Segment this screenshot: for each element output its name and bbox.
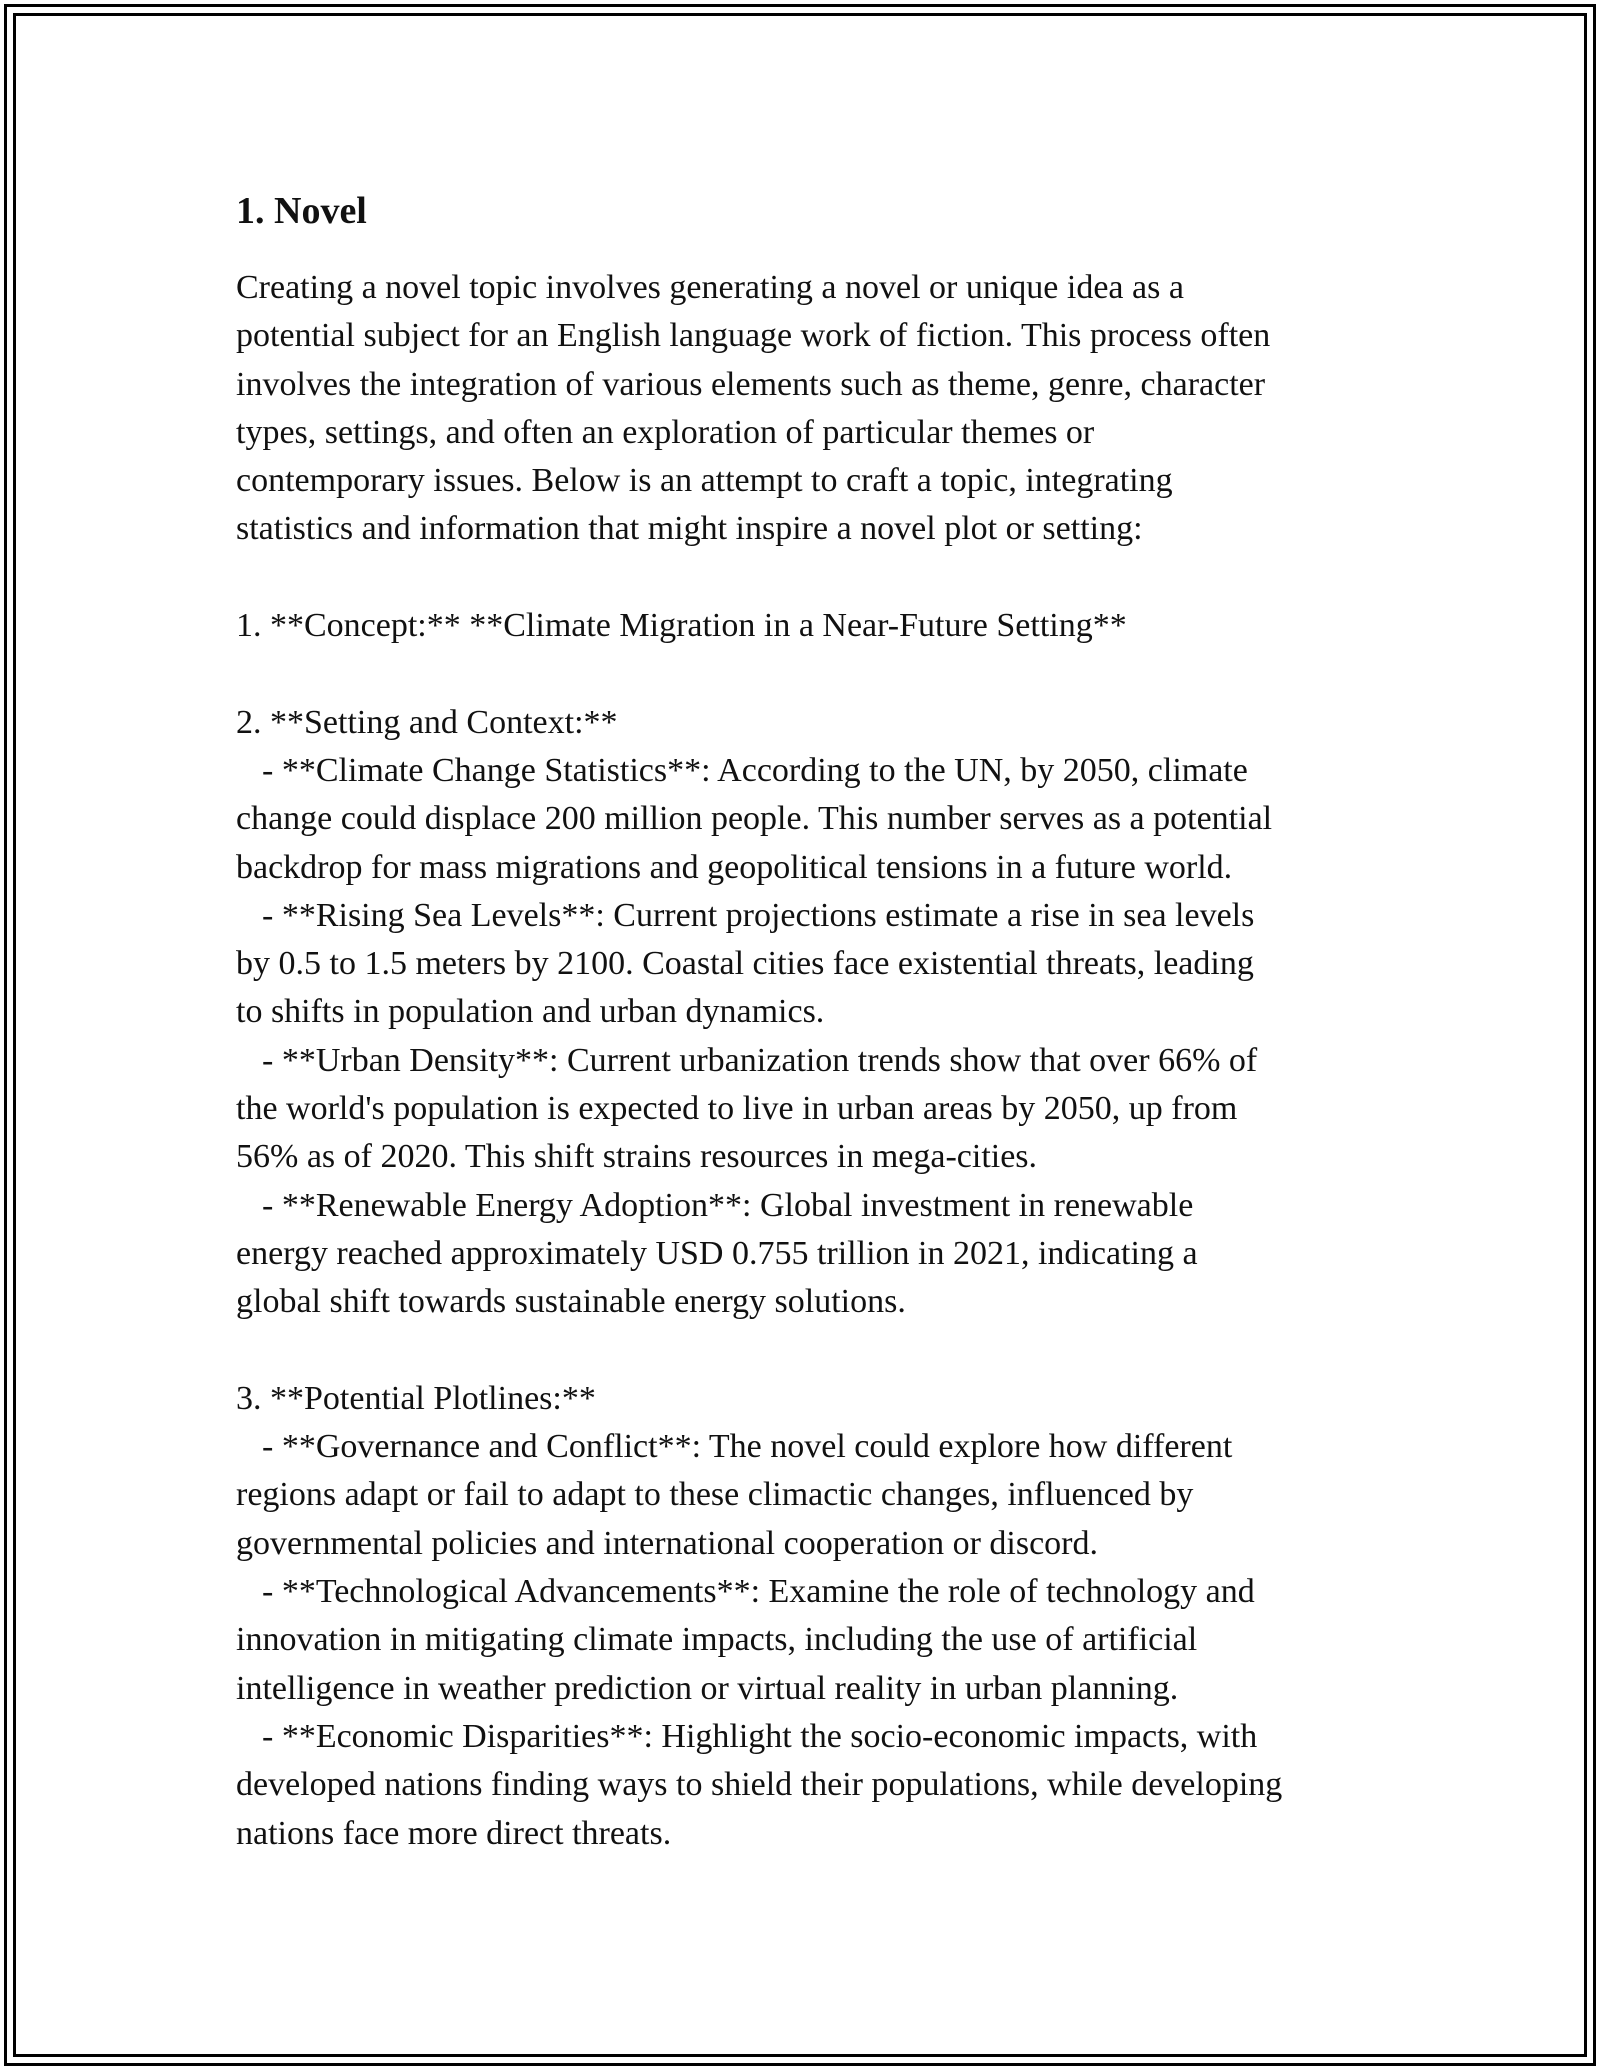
- spacer: [236, 554, 1376, 602]
- bullet-line: backdrop for mass migrations and geopolitical tensions in a future world.: [236, 848, 1233, 886]
- bullet-line: to shifts in population and urban dynamics.: [236, 993, 825, 1031]
- document-body: [236, 186, 1376, 1858]
- section-heading: 3. **Potential Plotlines:**: [236, 1379, 596, 1417]
- setting-section: [236, 699, 1376, 1327]
- page-title: 1. Novel: [236, 190, 367, 232]
- bullet-line: - **Climate Change Statistics**: According to the UN, by 2050, climate: [262, 751, 1248, 789]
- bullet-line: global shift towards sustainable energy solutions.: [236, 1283, 906, 1321]
- spacer: [236, 1327, 1376, 1375]
- spacer: [236, 650, 1376, 698]
- intro-line: potential subject for an English language work of fiction. This process often: [236, 317, 1271, 355]
- intro-line: Creating a novel topic involves generating a novel or unique idea as a: [236, 269, 1184, 306]
- bullet-line: regions adapt or fail to adapt to these climactic changes, influenced by: [236, 1476, 1194, 1514]
- intro-line: statistics and information that might inspire a novel plot or setting:: [236, 510, 1143, 548]
- plotlines-section: [236, 1375, 1376, 1858]
- section-heading: 2. **Setting and Context:**: [236, 703, 618, 741]
- bullet-line: - **Renewable Energy Adoption**: Global investment in renewable: [262, 1186, 1194, 1224]
- intro-line: contemporary issues. Below is an attempt to craft a topic, integrating: [236, 462, 1173, 500]
- bullet-line: the world's population is expected to live in urban areas by 2050, up from: [236, 1090, 1238, 1128]
- bullet-line: innovation in mitigating climate impacts, including the use of artificial: [236, 1621, 1198, 1659]
- intro-line: types, settings, and often an exploration of particular themes or: [236, 413, 1095, 451]
- bullet-line: nations face more direct threats.: [236, 1814, 672, 1852]
- intro-paragraph: [236, 264, 1376, 554]
- bullet-line: developed nations finding ways to shield their populations, while developing: [236, 1766, 1283, 1804]
- bullet-line: change could displace 200 million people. This number serves as a potential: [236, 800, 1273, 838]
- bullet-line: energy reached approximately USD 0.755 trillion in 2021, indicating a: [236, 1234, 1198, 1272]
- concept-item: 1. **Concept:** **Climate Migration in a Near-Future Setting**: [236, 607, 1127, 645]
- bullet-line: by 0.5 to 1.5 meters by 2100. Coastal cities face existential threats, leading: [236, 945, 1254, 983]
- bullet-line: governmental policies and international cooperation or discord.: [236, 1524, 1099, 1562]
- bullet-line: - **Technological Advancements**: Examine the role of technology and: [262, 1573, 1255, 1611]
- bullet-line: - **Governance and Conflict**: The novel could explore how different: [262, 1428, 1233, 1466]
- bullet-line: - **Rising Sea Levels**: Current projections estimate a rise in sea levels: [262, 896, 1255, 934]
- intro-line: involves the integration of various elements such as theme, genre, character: [236, 365, 1266, 403]
- bullet-line: 56% as of 2020. This shift strains resources in mega-cities.: [236, 1138, 1038, 1176]
- bullet-line: - **Economic Disparities**: Highlight the socio-economic impacts, with: [262, 1717, 1258, 1755]
- bullet-line: intelligence in weather prediction or virtual reality in urban planning.: [236, 1669, 1179, 1707]
- bullet-line: - **Urban Density**: Current urbanization trends show that over 66% of: [262, 1041, 1258, 1079]
